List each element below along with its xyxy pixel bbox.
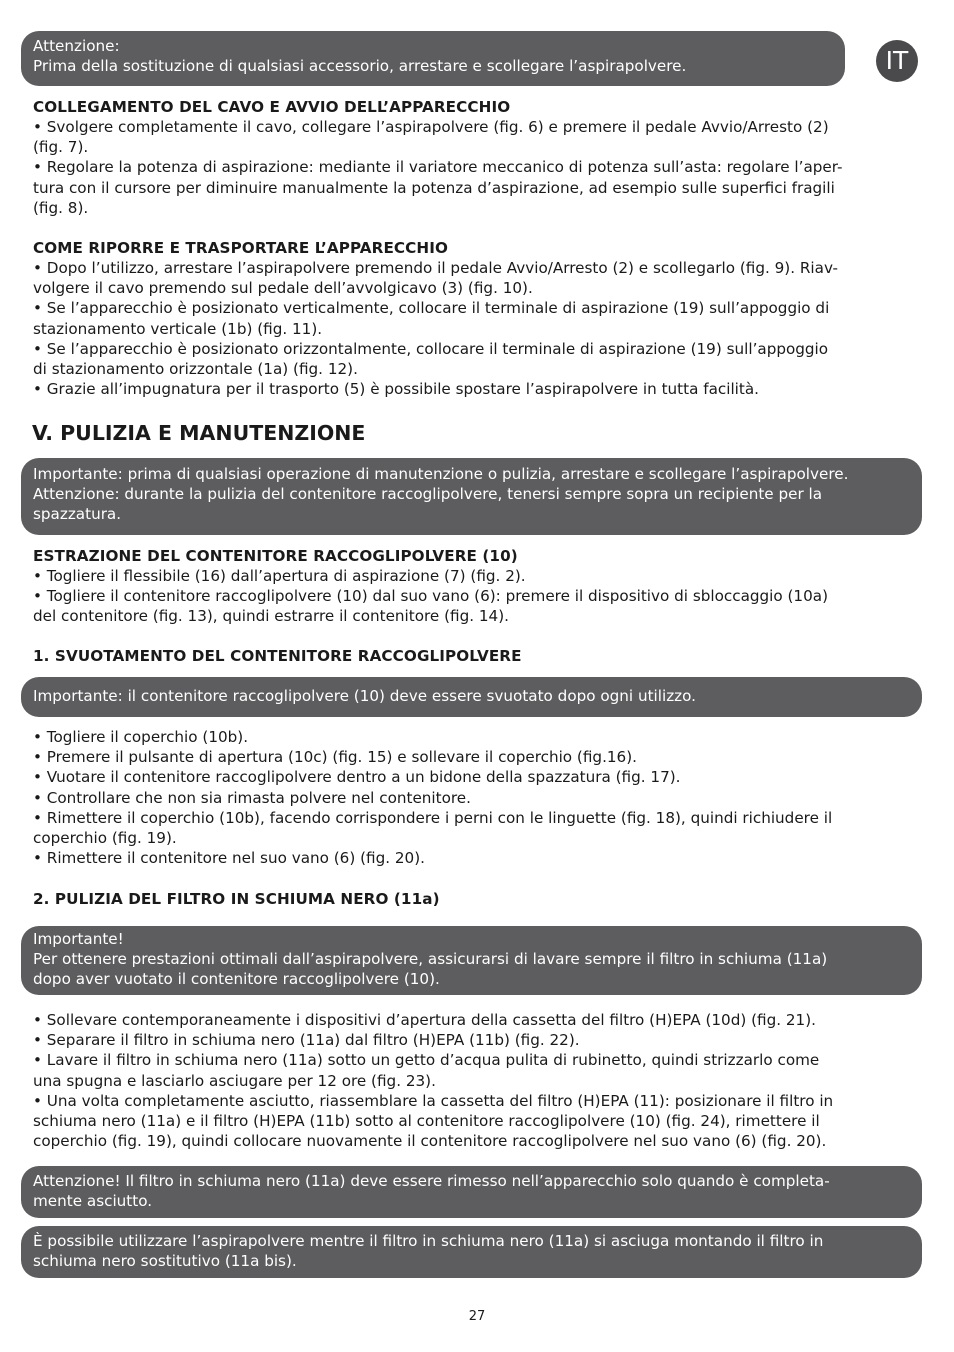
attention-note-top	[21, 31, 845, 86]
attention-note-filter-line: Attenzione! Il filtro in schiuma nero (11a) deve essere rimesso nell’apparecchio solo quando è completa-	[33, 1172, 830, 1190]
store-line: di stazionamento orizzontale (1a) (fig. 12).	[33, 360, 358, 379]
info-note-spare-filter	[21, 1226, 922, 1278]
filter-line: • Lavare il filtro in schiuma nero (11a) sotto un getto d’acqua pulita di rubinetto, quindi strizzarlo come	[33, 1051, 820, 1070]
language-badge: IT	[876, 40, 918, 82]
empty-line: • Togliere il coperchio (10b).	[33, 728, 249, 746]
extract-line: • Togliere il flessibile (16) dall’apertura di aspirazione (7) (fig. 2).	[33, 567, 526, 585]
heading-cable: COLLEGAMENTO DEL CAVO E AVVIO DELL’APPARECCHIO	[33, 98, 511, 116]
store-line: • Se l’apparecchio è posizionato verticalmente, collocare il terminale di aspirazione (19) sull’appoggio di	[33, 299, 830, 318]
important-note-line: Attenzione: durante la pulizia del contenitore raccoglipolvere, tenersi sempre sopra un recipiente per la	[33, 485, 823, 504]
store-line: • Grazie all’impugnatura per il trasporto (5) è possibile spostare l’aspirapolvere in tutta facilità.	[33, 380, 759, 399]
attention-note-text: Prima della sostituzione di qualsiasi accessorio, arrestare e scollegare l’aspirapolvere.	[33, 57, 687, 76]
heading-filter: 2. PULIZIA DEL FILTRO IN SCHIUMA NERO (11a)	[33, 890, 440, 908]
info-note-spare-line: È possibile utilizzare l’aspirapolvere mentre il filtro in schiuma nero (11a) si asciuga montando il filtro in	[33, 1232, 824, 1250]
important-note-line: Importante: prima di qualsiasi operazione di manutenzione o pulizia, arrestare e scollegare l’aspirapolvere.	[33, 465, 849, 483]
store-line: • Dopo l’utilizzo, arrestare l’aspirapolvere premendo il pedale Avvio/Arresto (2) e scollegarlo (fig. 9). Riav-	[33, 259, 839, 277]
heading-empty: 1. SVUOTAMENTO DEL CONTENITORE RACCOGLIPOLVERE	[33, 647, 522, 665]
cable-line: • Svolgere completamente il cavo, collegare l’aspirapolvere (fig. 6) e premere il pedale Avvio/Arresto (2)	[33, 118, 829, 136]
attention-note-title: Attenzione:	[33, 37, 120, 55]
empty-line: • Rimettere il contenitore nel suo vano (6) (fig. 20).	[33, 849, 425, 868]
cable-line: (fig. 7).	[33, 138, 89, 157]
store-body	[33, 258, 923, 399]
attention-note-filter	[21, 1166, 922, 1218]
attention-note-filter-line: mente asciutto.	[33, 1192, 153, 1211]
cable-line: (fig. 8).	[33, 198, 89, 217]
important-note-empty-text: Importante: il contenitore raccoglipolvere (10) deve essere svuotato dopo ogni utilizzo.	[33, 687, 697, 705]
important-note-line: spazzatura.	[33, 505, 122, 524]
empty-line: • Premere il pulsante di apertura (10c) (fig. 15) e sollevare il coperchio (fig.16).	[33, 748, 637, 767]
filter-line: coperchio (fig. 19), quindi collocare nuovamente il contenitore raccoglipolvere nel suo vano (6) (fig. 20).	[33, 1132, 827, 1151]
store-line: volgere il cavo premendo sul pedale dell’avvolgicavo (3) (fig. 10).	[33, 279, 533, 298]
heading-section-v: V. PULIZIA E MANUTENZIONE	[32, 421, 366, 445]
store-line: stazionamento verticale (1b) (fig. 11).	[33, 319, 323, 338]
heading-extract: ESTRAZIONE DEL CONTENITORE RACCOGLIPOLVERE (10)	[33, 547, 518, 565]
important-note-empty	[21, 677, 922, 717]
cable-line: tura con il cursore per diminuire manualmente la potenza d’aspirazione, ad esempio sulle superfici fragili	[33, 178, 835, 197]
extract-line: del contenitore (fig. 13), quindi estrarre il contenitore (fig. 14).	[33, 607, 509, 626]
important-note-filter-line: Importante!	[33, 930, 124, 948]
filter-body	[33, 1010, 923, 1151]
filter-line: • Sollevare contemporaneamente i dispositivi d’apertura della cassetta del filtro (H)EPA (10d) (fig. 21).	[33, 1011, 816, 1029]
page-number: 27	[468, 1309, 486, 1324]
filter-line: • Una volta completamente asciutto, riassemblare la cassetta del filtro (H)EPA (11): posizionare il filtro in	[33, 1091, 834, 1110]
empty-line: • Controllare che non sia rimasta polvere nel contenitore.	[33, 788, 471, 807]
empty-line: • Vuotare il contenitore raccoglipolvere dentro a un bidone della spazzatura (fig. 17).	[33, 768, 681, 787]
store-line: • Se l’apparecchio è posizionato orizzontalmente, collocare il terminale di aspirazione (19) sull’appoggio	[33, 339, 829, 358]
important-note-filter-line: dopo aver vuotato il contenitore raccoglipolvere (10).	[33, 970, 440, 989]
important-note-filter	[21, 926, 922, 995]
filter-line: una spugna e lasciarlo asciugare per 12 ore (fig. 23).	[33, 1071, 436, 1090]
cable-line: • Regolare la potenza di aspirazione: mediante il variatore meccanico di potenza sull’asta: regolare l’aper-	[33, 158, 843, 177]
cable-body	[33, 117, 923, 218]
heading-store: COME RIPORRE E TRASPORTARE L’APPARECCHIO	[33, 239, 448, 257]
important-note-maintenance	[21, 458, 922, 535]
important-note-filter-line: Per ottenere prestazioni ottimali dall’aspirapolvere, assicurarsi di lavare sempre il filtro in schiuma (11a)	[33, 950, 828, 969]
extract-line: • Togliere il contenitore raccoglipolvere (10) dal suo vano (6): premere il dispositivo di sbloccaggio (10a)	[33, 587, 828, 606]
extract-body	[33, 566, 923, 627]
empty-line: • Rimettere il coperchio (10b), facendo corrispondere i perni con le linguette (fig. 18), quindi richiudere il	[33, 808, 833, 827]
filter-line: • Separare il filtro in schiuma nero (11a) dal filtro (H)EPA (11b) (fig. 22).	[33, 1031, 580, 1050]
info-note-spare-line: schiuma nero sostitutivo (11a bis).	[33, 1252, 297, 1271]
filter-line: schiuma nero (11a) e il filtro (H)EPA (11b) sotto al contenitore raccoglipolvere (10) (fig. 24), rimettere il	[33, 1112, 820, 1131]
empty-body	[33, 727, 923, 868]
empty-line: coperchio (fig. 19).	[33, 829, 177, 848]
